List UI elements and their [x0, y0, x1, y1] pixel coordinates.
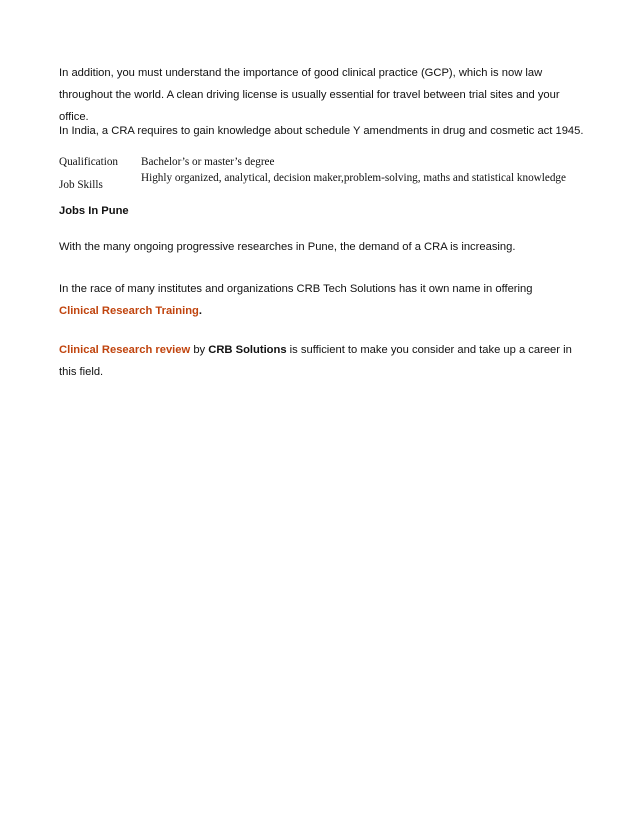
- paragraph-training-text: In the race of many institutes and organizations CRB Tech Solutions has it own name in offering: [59, 283, 533, 295]
- table-cell-label: Qualification: [59, 156, 119, 168]
- paragraph-pune-demand: With the many ongoing progressive researches in Pune, the demand of a CRA is increasing.: [59, 241, 516, 253]
- paragraph-review: [59, 339, 579, 383]
- qualification-table: [59, 154, 579, 200]
- review-by-text: by: [190, 344, 209, 356]
- clinical-research-training-link[interactable]: Clinical Research Training: [59, 305, 199, 317]
- paragraph-india-cra: In India, a CRA requires to gain knowledge about schedule Y amendments in drug and cosmetic act 1945.: [59, 125, 584, 137]
- table-cell-value: Bachelor’s or master’s degree: [141, 156, 275, 168]
- table-cell-value: Highly organized, analytical, decision maker,problem-solving, maths and statistical knowledge: [141, 172, 566, 184]
- table-cell-label: Job Skills: [59, 179, 103, 191]
- review-suffix-text: is sufficient to make you consider and take up a career in this field.: [59, 344, 572, 378]
- table-row: [59, 170, 579, 200]
- paragraph-training: [59, 278, 559, 322]
- clinical-research-review-link[interactable]: Clinical Research review: [59, 344, 191, 356]
- crb-solutions-name: CRB Solutions: [208, 344, 287, 356]
- table-row: [59, 154, 579, 170]
- paragraph-training-end: .: [198, 305, 203, 317]
- paragraph-gcp: In addition, you must understand the importance of good clinical practice (GCP), which is now law throughout the world. A clean driving license is usually essential for travel between trial sites and your office.: [59, 67, 560, 123]
- section-heading-jobs-in-pune: Jobs In Pune: [59, 205, 129, 217]
